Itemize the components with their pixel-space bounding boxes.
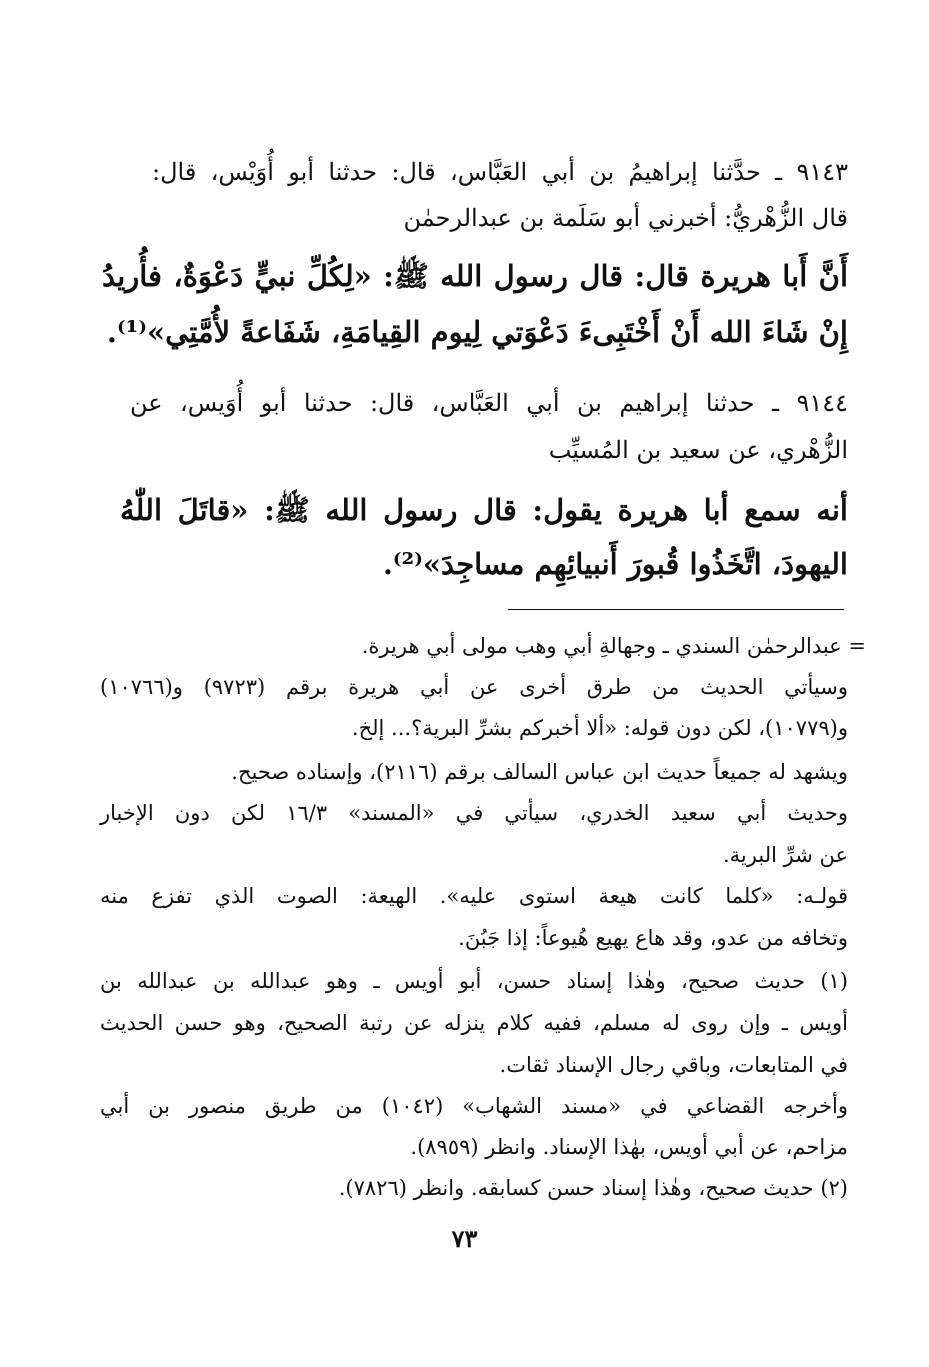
page-number: ٧٣ [451, 1224, 478, 1253]
footnote-line: في المتابعات، وباقي رجال الإسناد ثقات. [499, 1053, 848, 1077]
footnote-line: عن شرِّ البرية. [723, 843, 848, 867]
footnote-line: قولـه: «كلما كانت هيعة استوى عليه». الهيعة: الصوت الذي تفزع منه [100, 884, 848, 908]
footnote-line: (٢) حديث صحيح، وهٰذا إسناد حسن كسابقه. وانظر (٧٨٢٦). [338, 1176, 848, 1200]
hadith-9143-isnad-line-2: قال الزُّهْريُّ: أخبرني أبو سَلَمة بن عبدالرحمٰن [403, 204, 848, 232]
hadith-9143-isnad-line-1: ٩١٤٣ ـ حدَّثنا إبراهيمُ بن أبي العَبَّاس، قال: حدثنا أبو أُوَيْس، قال: [152, 158, 848, 186]
hadith-9144-isnad-line-2: الزُّهْري، عن سعيد بن المُسيِّب [548, 436, 848, 464]
footnote-line: و(١٠٧٧٩)، لكن دون قوله: «ألا أخبركم بشرِّ البرية؟... إلخ. [351, 716, 848, 740]
hadith-9143-matn-line-1: أَنَّ أَبا هريرة قال: قال رسول الله ﷺ: «لِكُلِّ نبيٍّ دَعْوَةٌ، فأُريدُ [102, 259, 848, 293]
footnote-line: وسيأتي الحديث من طرق أخرى عن أبي هريرة برقم (٩٧٢٣) و(١٠٧٦٦) [100, 675, 848, 699]
hadith-9144-matn-line-2: اليهودَ، اتَّخَذُوا قُبورَ أَنبيائِهِم مساجِدَ»⁽²⁾. [382, 547, 848, 581]
footnote-line: ويشهد له جميعاً حديث ابن عباس السالف برقم (٢١١٦)، وإسناده صحيح. [231, 760, 848, 784]
footnote-line: وأخرجه القضاعي في «مسند الشهاب» (١٠٤٢) من طريق منصور بن أبي [100, 1094, 849, 1118]
hadith-9144-matn-line-1: أنه سمع أبا هريرة يقول: قال رسول الله ﷺ: «قاتَلَ اللّٰهُ [120, 493, 848, 527]
footnote-line: مزاحم، عن أبي أويس، بهٰذا الإسناد. وانظر (٨٩٥٩). [410, 1135, 848, 1159]
hadith-9144-isnad-line-1: ٩١٤٤ ـ حدثنا إبراهيم بن أبي العَبَّاس، قال: حدثنا أبو أُوَيس، عن [130, 389, 849, 417]
footnote-line: وتخافه من عدو، وقد هاع يهيع هُيوعاً: إذا جَبُنَ. [458, 926, 848, 950]
footnote-separator [508, 609, 844, 610]
footnote-line: وحديث أبي سعيد الخدري، سيأتي في «المسند» ١٦/٣ لكن دون الإخبار [100, 801, 848, 825]
footnote-line: (١) حديث صحيح، وهٰذا إسناد حسن، أبو أويس ـ وهو عبدالله بن عبدالله بن [100, 969, 848, 993]
footnote-line: = عبدالرحمٰن السندي ـ وجهالةِ أبي وهب مولى أبي هريرة. [361, 634, 866, 658]
hadith-9143-matn-line-2: إِنْ شَاءَ الله أَنْ أَخْتَبِىءَ دَعْوَتي لِيوم القِيامَةِ، شَفَاعةً لأُمَّتِي»⁽¹⁾. [106, 315, 848, 349]
footnote-line: أويس ـ وإن روى له مسلم، ففيه كلام ينزله عن رتبة الصحيح، وهو حسن الحديث [100, 1011, 848, 1035]
